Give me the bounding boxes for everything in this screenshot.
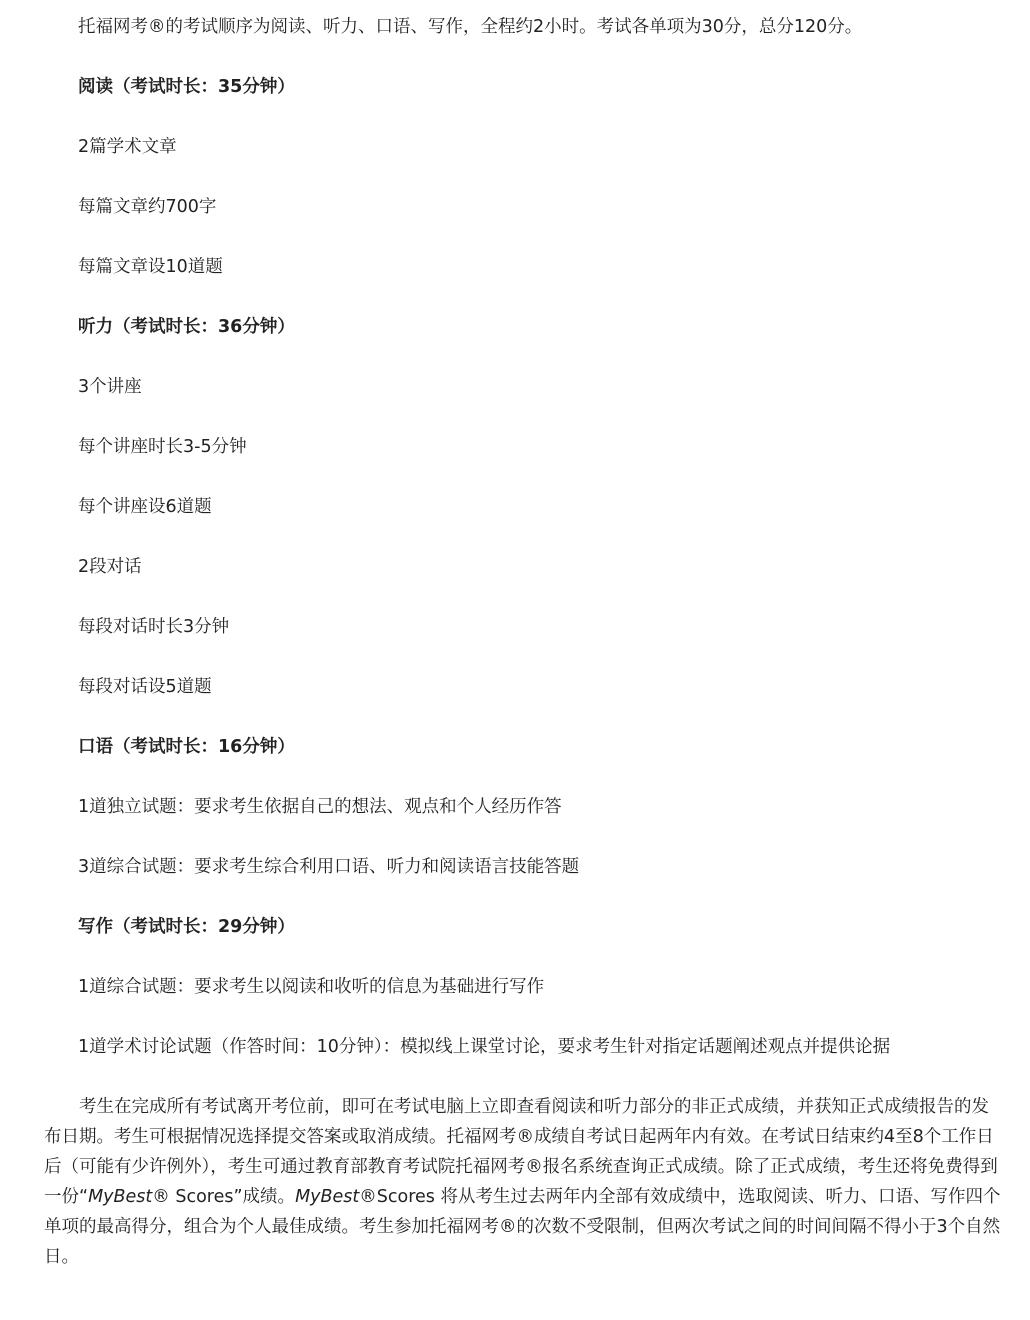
intro-paragraph: 托福网考®的考试顺序为阅读、听力、口语、写作，全程约2小时。考试各单项为30分，总分120分。	[78, 17, 863, 37]
closing-paragraph	[44, 1092, 1004, 1272]
writing-heading: 写作（考试时长：29分钟）	[78, 917, 295, 937]
closing-text-2: ® Scores”成绩。	[152, 1187, 296, 1207]
listening-item: 每段对话设5道题	[78, 677, 212, 697]
listening-item: 3个讲座	[78, 377, 142, 397]
reading-item: 2篇学术文章	[78, 137, 177, 157]
reading-item: 每篇文章约700字	[78, 197, 217, 217]
mybest-brand-1: MyBest	[88, 1187, 153, 1207]
reading-heading: 阅读（考试时长：35分钟）	[78, 77, 295, 97]
listening-item: 每个讲座设6道题	[78, 497, 212, 517]
writing-item: 1道学术讨论试题（作答时间：10分钟）：模拟线上课堂讨论，要求考生针对指定话题阐述观点并提供论据	[78, 1037, 891, 1057]
mybest-brand-2: MyBest	[295, 1187, 360, 1207]
writing-item: 1道综合试题：要求考生以阅读和收听的信息为基础进行写作	[78, 977, 545, 997]
closing-text-1: 考生在完成所有考试离开考位前，即可在考试电脑上立即查看阅读和听力部分的非正式成绩，并获知正式成绩报告的发布日期。考生可根据情况选择提交答案或取消成绩。托福网考®成绩自考试日起两年内有效。在考试日结束约4至8个工作日后（可能有少许例外），考生可通过教育部教育考试院托福网考®报名系统查询正式成绩。除了正式成绩，考生还将免费得到一份“	[44, 1097, 998, 1207]
speaking-item: 1道独立试题：要求考生依据自己的想法、观点和个人经历作答	[78, 797, 562, 817]
listening-item: 2段对话	[78, 557, 142, 577]
speaking-item: 3道综合试题：要求考生综合利用口语、听力和阅读语言技能答题	[78, 857, 580, 877]
listening-item: 每段对话时长3分钟	[78, 617, 230, 637]
reading-item: 每篇文章设10道题	[78, 257, 223, 277]
speaking-heading: 口语（考试时长：16分钟）	[78, 737, 295, 757]
listening-heading: 听力（考试时长：36分钟）	[78, 317, 295, 337]
closing-text-3: ®Scores 将从考生过去两年内全部有效成绩中，选取阅读、听力、口语、写作四个单项的最高得分，组合为个人最佳成绩。考生参加托福网考®的次数不受限制，但两次考试之间的时间间隔不得小于3个自然日。	[44, 1187, 1001, 1267]
listening-item: 每个讲座时长3-5分钟	[78, 437, 247, 457]
